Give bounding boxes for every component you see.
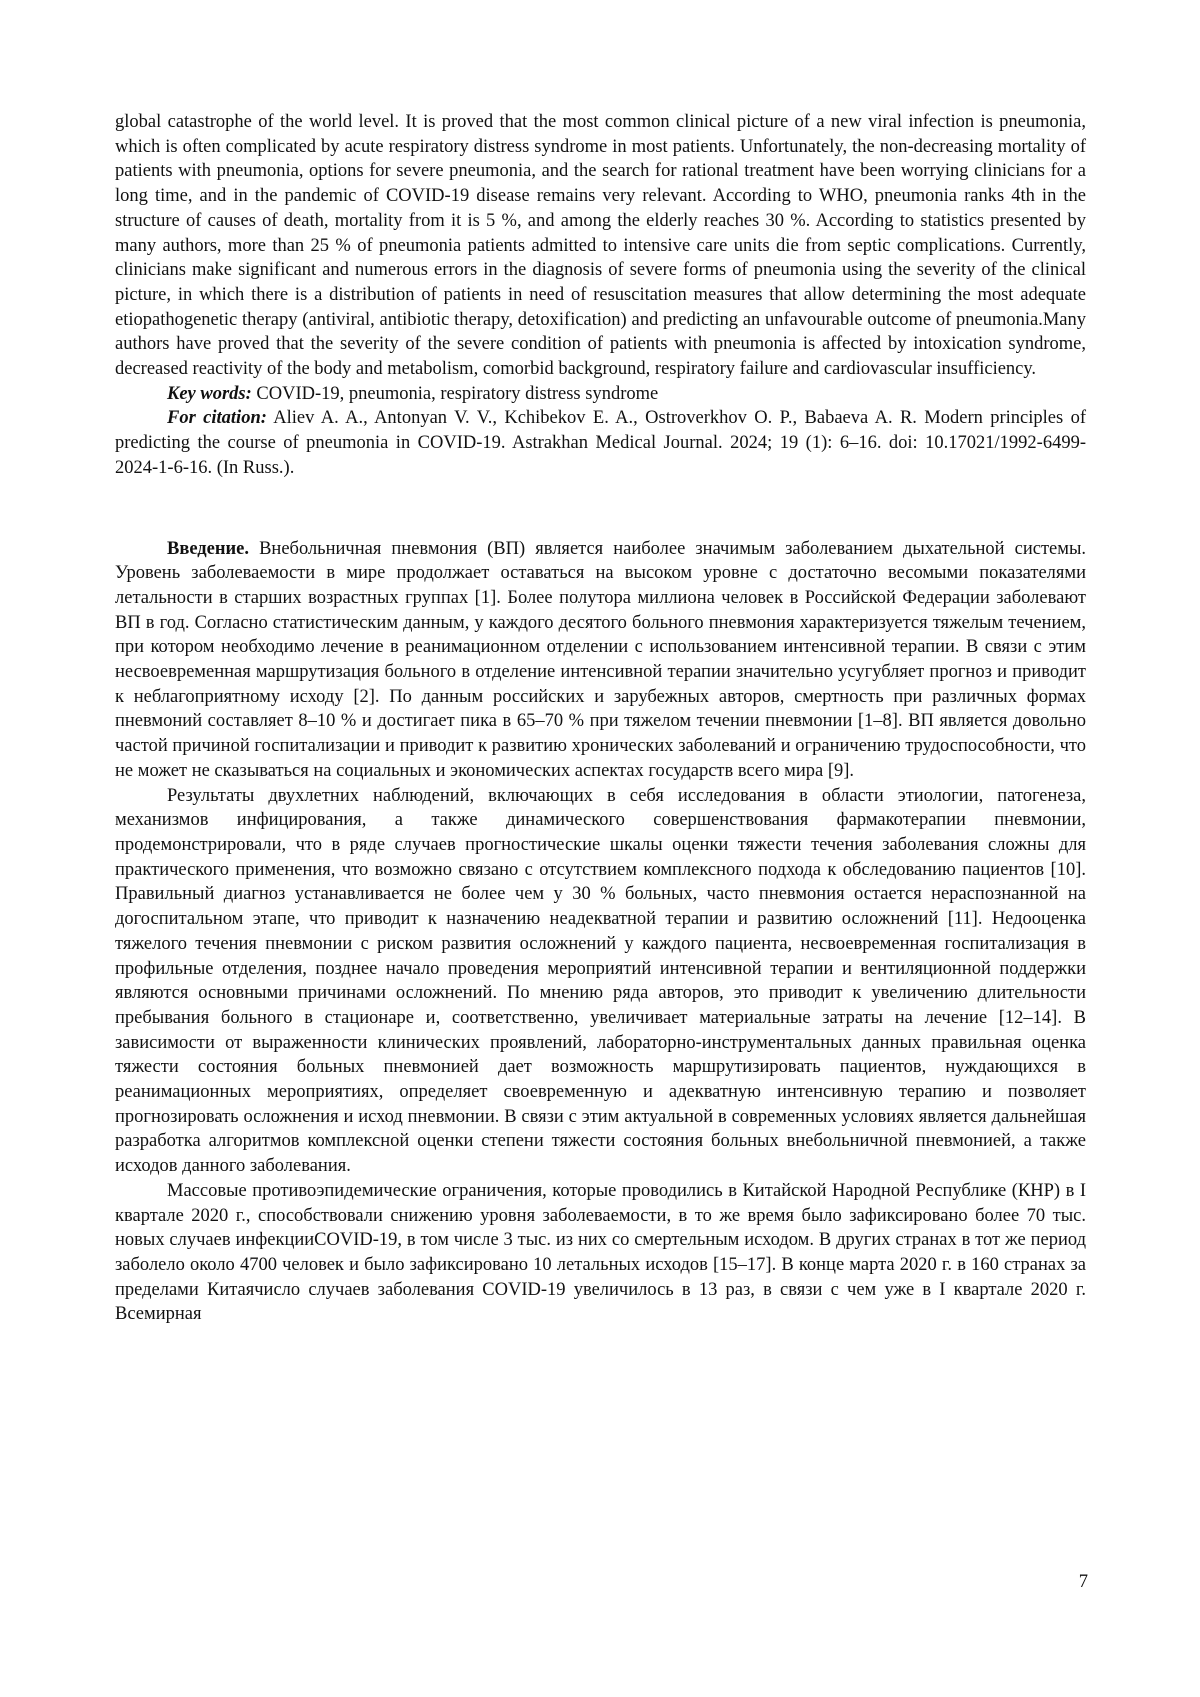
intro-paragraph-1-text: Внебольничная пневмония (ВП) является наиболее значимым заболеванием дыхательной системы. Уровень заболеваемости в мире продолжает оставаться на высоком уровне с достаточно весомыми показателями летальности в старших возрастных группах [1]. Более полутора миллиона человек в Российской Федерации заболевают ВП в год. Согласно статистическим данным, у каждого десятого больного пневмония характеризуется тяжелым течением, при котором необходимо лечение в реанимационном отделении с использованием интенсивной терапии. В связи с этим несвоевременная маршрутизация больного в отделение интенсивной терапии значительно усугубляет прогноз и приводит к неблагоприятному исходу [2]. По данным российских и зарубежных авторов, смертность при различных формах пневмоний составляет 8–10 % и достигает пика в 65–70 % при тяжелом течении пневмонии [1–8]. ВП является довольно частой причиной госпитализации и приводит к развитию хронических заболеваний и ограничению трудоспособности, что не может не сказываться на социальных и экономических аспектах государств всего мира [9]. xyxy=(115,538,1086,781)
keywords-line xyxy=(115,382,1086,407)
intro-paragraph-2: Результаты двухлетних наблюдений, включающих в себя исследования в области этиологии, патогенеза, механизмов инфицирования, а также динамического совершенствования фармакотерапии пневмонии, продемонстрировали, что в ряде случаев прогностические шкалы оценки тяжести течения заболевания сложны для практического применения, что возможно связано с отсутствием комплексного подхода к обследованию пациентов [10]. Правильный диагноз устанавливается не более чем у 30 % больных, часто пневмония остается нераспознанной на догоспитальном этапе, что приводит к назначению неадекватной терапии и развитию осложнений [11]. Недооценка тяжелого течения пневмонии с риском развития осложнений у каждого пациента, несвоевременная госпитализация в профильные отделения, позднее начало проведения мероприятий интенсивной терапии и вентиляционной поддержки являются основными причинами осложнений. По мнению ряда авторов, это приводит к увеличению длительности пребывания больного в стационаре и, соответственно, увеличивает материальные затраты на лечение [12–14]. В зависимости от выраженности клинических проявлений, лабораторно-инструментальных данных правильная оценка тяжести состояния больных пневмонией дает возможность маршрутизировать пациентов, нуждающихся в реанимационных мероприятиях, определяет своевременную и адекватную интенсивную терапию и позволяет прогнозировать осложнения и исход пневмонии. В связи с этим актуальной в современных условиях является дальнейшая разработка алгоритмов комплексной оценки степени тяжести состояния больных внебольничной пневмонией, а также исходов данного заболевания. xyxy=(115,785,1086,1177)
section-spacer xyxy=(115,481,1086,537)
abstract-paragraph: global catastrophe of the world level. It is proved that the most common clinical picture of a new viral infection is pneumonia, which is often complicated by acute respiratory distress syndrome in most patients. Unfortunately, the non-decreasing mortality of patients with pneumonia, options for severe pneumonia, and the search for rational treatment have been worrying clinicians for a long time, and in the pandemic of COVID-19 disease remains very relevant. According to WHO, pneumonia ranks 4th in the structure of causes of death, mortality from it is 5 %, and among the elderly reaches 30 %. According to statistics presented by many authors, more than 25 % of pneumonia patients admitted to intensive care units die from septic complications. Currently, clinicians make significant and numerous errors in the diagnosis of severe forms of pneumonia using the severity of the clinical picture, in which there is a distribution of patients in need of resuscitation measures that allow determining the most adequate etiopathogenetic therapy (antiviral, antibiotic therapy, detoxification) and predicting an unfavourable outcome of pneumonia.Many authors have proved that the severity of the severe condition of patients with pneumonia is affected by intoxication syndrome, decreased reactivity of the body and metabolism, comorbid background, respiratory failure and cardiovascular insufficiency. xyxy=(115,112,1086,380)
article-page xyxy=(115,110,1086,1327)
citation-label: For citation: xyxy=(167,408,267,429)
intro-paragraph-3: Массовые противоэпидемические ограничения, которые проводились в Китайской Народной Республике (КНР) в I квартале 2020 г., способствовали снижению уровня заболеваемости, в то же время было зафиксировано более 70 тыс. новых случаев инфекцииCOVID-19, в том числе 3 тыс. из них со смертельным исходом. В других странах в тот же период заболело около 4700 человек и было зафиксировано 10 летальных исходов [15–17]. В конце марта 2020 г. в 160 странах за пределами Китаячисло случаев заболевания COVID-19 увеличилось в 13 раз, в связи с чем уже в I квартале 2020 г. Всемирная xyxy=(115,1180,1086,1325)
keywords-label: Key words: xyxy=(167,383,252,404)
page-number: 7 xyxy=(1078,1572,1088,1592)
intro-heading: Введение. xyxy=(167,538,250,559)
intro-paragraph-1 xyxy=(115,537,1086,784)
citation-text: Aliev A. A., Antonyan V. V., Kchibekov E. A., Ostroverkhov O. P., Babaeva A. R. Modern principles of predicting the course of pneumonia in COVID-19. Astrakhan Medical Journal. 2024; 19 (1): 6–16. doi: 10.17021/1992-6499-2024-1-6-16. (In Russ.). xyxy=(115,408,1087,478)
citation-paragraph xyxy=(115,406,1086,480)
keywords-text: COVID-19, pneumonia, respiratory distress syndrome xyxy=(256,383,659,404)
